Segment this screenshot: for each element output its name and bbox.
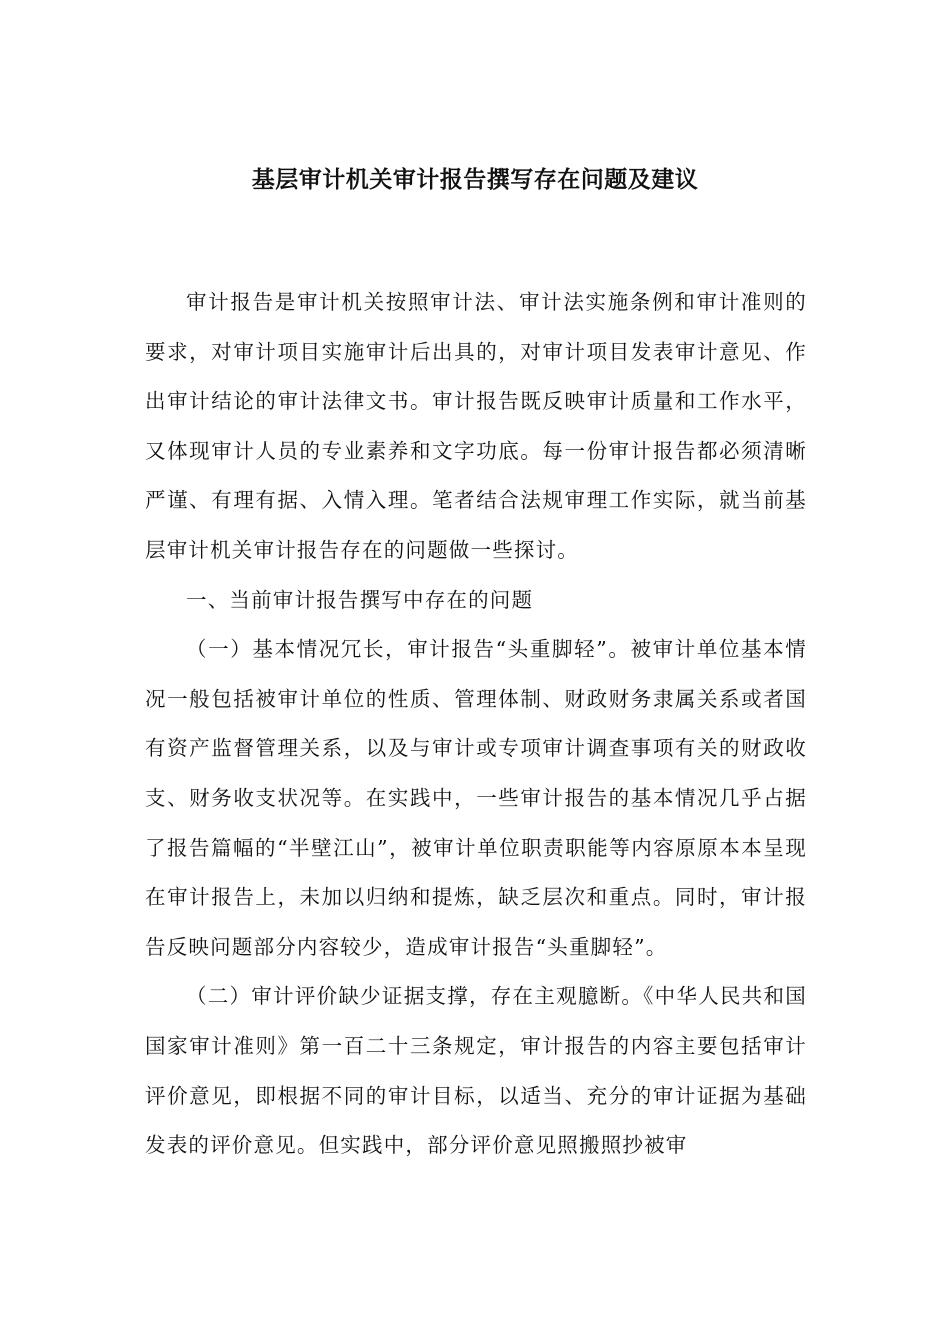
paragraph-issue-1: （一）基本情况冗长，审计报告“头重脚轻”。被审计单位基本情况一般包括被审计单位的性质、管理体制、财政财务隶属关系或者国有资产监督管理关系，以及与审计或专项审计调查事项有关的财政收支、财务收支状况等。在实践中，一些审计报告的基本情况几乎占据了报告篇幅的“半壁江山”，被审计单位职责职能等内容原原本本呈现在审计报告上，未加以归纳和提炼，缺乏层次和重点。同时，审计报告反映问题部分内容较少，造成审计报告“头重脚轻”。 [145, 637, 807, 959]
document-title: 基层审计机关审计报告撰写存在问题及建议 [251, 166, 699, 193]
paragraph-intro: 审计报告是审计机关按照审计法、审计法实施条例和审计准则的要求，对审计项目实施审计后出具的，对审计项目发表审计意见、作出审计结论的审计法律文书。审计报告既反映审计质量和工作水平，又体现审计人员的专业素养和文字功底。每一份审计报告都必须清晰严谨、有理有据、入情入理。笔者结合法规审理工作实际，就当前基层审计机关审计报告存在的问题做一些探讨。 [145, 290, 807, 562]
paragraph-issue-2: （二）审计评价缺少证据支撑，存在主观臆断。《中华人民共和国国家审计准则》第一百二十三条规定，审计报告的内容主要包括审计评价意见，即根据不同的审计目标，以适当、充分的审计证据为基础发表的评价意见。但实践中，部分评价意见照搬照抄被审 [145, 984, 807, 1158]
section-heading-1: 一、当前审计报告撰写中存在的问题 [186, 587, 534, 612]
document-body [145, 278, 807, 1171]
